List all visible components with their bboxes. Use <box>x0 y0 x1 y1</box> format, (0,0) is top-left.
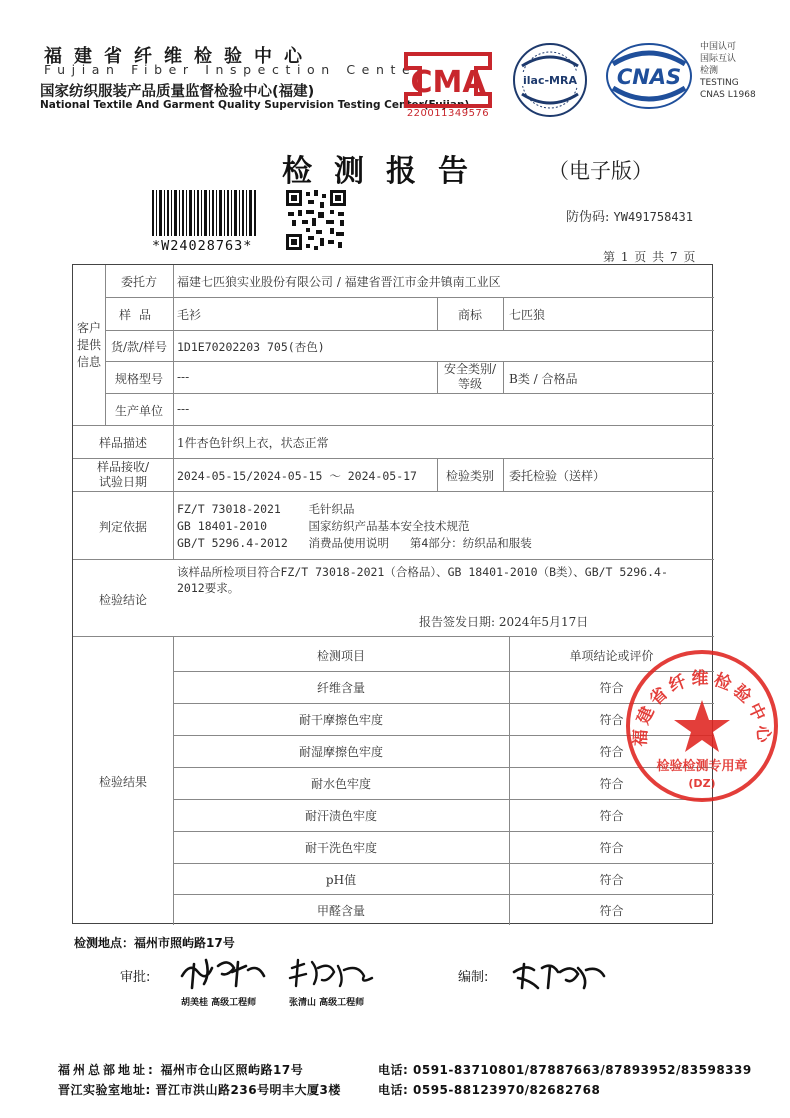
result-item: 耐干洗色牢度 <box>304 841 377 855</box>
anti-counterfeit-code: 防伪码: YW491758431 <box>566 210 694 225</box>
cnas-logo-text: CNAS <box>616 65 682 89</box>
sample-value: 毛衫 <box>177 308 202 322</box>
report-table <box>72 264 716 924</box>
customer-info-group-label: 客户提供信息 <box>76 321 101 369</box>
result-value: 符合 <box>599 745 624 759</box>
result-item: 耐水色牢度 <box>310 777 371 791</box>
style-number-label: 货/款/样号 <box>110 340 168 354</box>
conclusion-label: 检验结论 <box>98 593 147 607</box>
stamp-code: (DZ) <box>688 777 716 790</box>
result-item: pH值 <box>325 873 357 887</box>
inspection-type-label: 检验类别 <box>445 469 494 483</box>
signature-1 <box>176 954 270 992</box>
page-info: 第 1 页 共 7 页 <box>603 250 697 264</box>
cma-number: 220011349576 <box>406 108 490 119</box>
results-col-result: 单项结论或评价 <box>569 649 654 663</box>
result-item: 耐湿摩擦色牢度 <box>298 745 383 759</box>
cma-logo-text: CMA <box>410 65 486 100</box>
report-title: 检测报告 <box>282 154 490 189</box>
dates-value: 2024-05-15/2024-05-15 ～ 2024-05-17 <box>177 469 417 483</box>
barcode-number: *W24028763* <box>152 238 253 254</box>
ilac-logo-text: ilac-MRA <box>523 74 577 87</box>
org-subtitle-cn: 国家纺织服装产品质量监督检验中心(福建) <box>40 84 315 100</box>
results-label: 检验结果 <box>98 775 147 789</box>
org-name-cn: 福建省纤维检验中心 <box>44 46 314 67</box>
result-item: 耐汗渍色牢度 <box>304 809 377 823</box>
dates-label: 样品接收/ 试验日期 <box>96 460 150 489</box>
official-stamp <box>624 648 780 804</box>
signer-2-caption: 张清山 高级工程师 <box>289 998 365 1008</box>
test-location: 检测地点：福州市照屿路17号 <box>74 936 235 950</box>
star-icon <box>674 700 730 752</box>
signature-3 <box>508 958 608 994</box>
sample-desc-label: 样品描述 <box>98 436 147 450</box>
ilac-mra-logo <box>508 40 592 120</box>
cnas-logo <box>603 40 695 112</box>
results-col-item: 检测项目 <box>316 649 365 663</box>
org-name-en: Fujian Fiber Inspection Center <box>44 62 429 77</box>
result-item: 耐干摩擦色牢度 <box>298 713 383 727</box>
sample-label: 样品 <box>118 308 159 322</box>
hq-address-line: 福州总部地址: 福州市仓山区照屿路17号 <box>58 1063 304 1077</box>
signer-1-caption: 胡美桂 高级工程师 <box>181 998 257 1008</box>
result-value: 符合 <box>599 681 624 695</box>
stamp-inner-text: 检验检测专用章 <box>656 759 748 774</box>
cma-logo <box>398 48 498 120</box>
producer-value: --- <box>177 402 190 416</box>
basis-lines: FZ/T 73018-2021 毛针织品 GB 18401-2010 国家纺织产品基本安全技术规范 GB/T 5296.4-2012 消费品使用说明 第4部分：纺织品和服装 <box>177 502 532 550</box>
brand-value: 七匹狼 <box>509 308 546 322</box>
compile-label: 编制: <box>458 970 489 985</box>
jj-phone-line: 电话: 0595-88123970/82682768 <box>378 1083 601 1097</box>
result-value: 符合 <box>599 873 624 887</box>
client-value: 福建七匹狼实业股份有限公司 / 福建省晋江市金井镇南工业区 <box>177 275 501 289</box>
result-item: 纤维含量 <box>316 681 365 695</box>
basis-label: 判定依据 <box>98 520 147 534</box>
report-subtitle: （电子版） <box>548 159 653 183</box>
inspection-type-value: 委托检验（送样） <box>509 469 606 483</box>
result-value: 符合 <box>599 904 624 918</box>
spec-model-label: 规格型号 <box>114 372 163 386</box>
result-value: 符合 <box>599 841 624 855</box>
safety-class-value: B类 / 合格品 <box>509 372 578 386</box>
producer-label: 生产单位 <box>114 404 163 418</box>
sample-desc-value: 1件杏色针织上衣，状态正常 <box>177 436 329 450</box>
safety-class-label: 安全类别/等级 <box>443 362 497 391</box>
result-item: 甲醛含量 <box>316 904 365 918</box>
stamp-ring-text: 福建省纤维检验中心 <box>630 669 774 748</box>
cnas-accreditation-text: 中国认可 国际互认 检测 TESTING CNAS L1968 <box>700 42 756 100</box>
jj-address-line: 晋江实验室地址: 晋江市洪山路236号明丰大厦3楼 <box>58 1083 341 1097</box>
issue-date: 报告签发日期: 2024年5月17日 <box>419 615 589 629</box>
style-number-value: 1D1E70202203 705(杏色) <box>177 340 325 354</box>
result-value: 符合 <box>599 713 624 727</box>
org-subtitle-en: National Textile And Garment Quality Supervision Testing Center(Fujian) <box>40 99 470 111</box>
conclusion-text: 该样品所检项目符合FZ/T 73018-2021（合格品）、GB 18401-2010（B类）、GB/T 5296.4- 2012要求。 <box>177 565 668 595</box>
brand-label: 商标 <box>457 308 482 322</box>
barcode <box>150 190 258 236</box>
approve-label: 审批: <box>120 970 151 985</box>
result-value: 符合 <box>599 809 624 823</box>
signature-2 <box>284 954 380 992</box>
result-value: 符合 <box>599 777 624 791</box>
client-label: 委托方 <box>120 275 157 289</box>
qr-code <box>286 190 346 250</box>
spec-model-value: --- <box>177 370 190 384</box>
hq-phone-line: 电话: 0591-83710801/87887663/87893952/83598339 <box>378 1063 752 1077</box>
